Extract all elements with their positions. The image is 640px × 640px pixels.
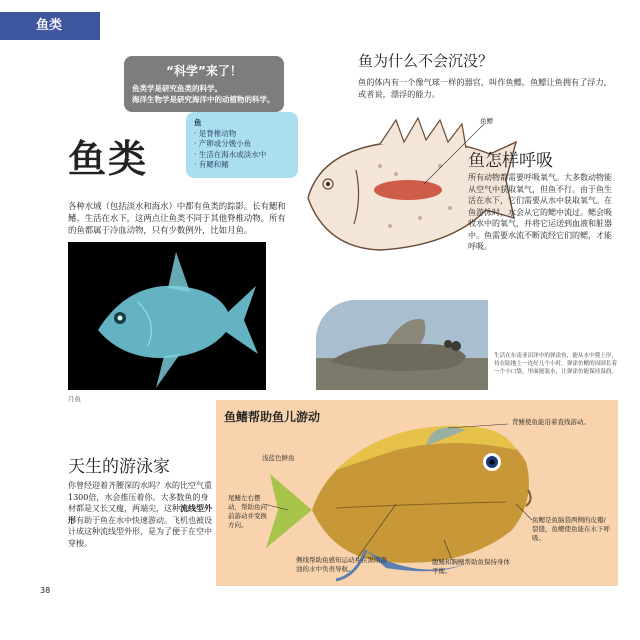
species-label: 浅蓝色鲜鱼	[262, 454, 295, 462]
fish-fact-item: · 生活在海水或淡水中	[194, 149, 267, 159]
page-number: 38	[40, 586, 51, 595]
streamlined-term: 流线型外形	[68, 503, 212, 525]
swimmer-heading: 天生的游泳家	[68, 457, 170, 477]
swimmer-text-part: 你曾经迎着齐腰深的水吗？水的比空气重1300倍，水会推压着你。大多数鱼的身材都是又长又瘦，两端尖，这种	[68, 481, 212, 514]
science-callout-line: 海洋生物学是研究海洋中的动植物的科学。	[132, 95, 275, 104]
sink-heading: 鱼为什么不会沉没？	[358, 52, 494, 70]
fish-fact-item: · 是脊椎动物	[194, 128, 237, 138]
belly-fin-label: 腹鳍和胸鳍帮助鱼保持身体平衡。	[432, 558, 510, 575]
science-callout-line: 鱼类学是研究鱼类的科学。	[132, 84, 222, 93]
moonfish-caption: 月鱼	[68, 395, 81, 403]
lateral-line-label: 侧线帮助鱼感知运动并在黑暗混浊的水中负责导航。	[296, 556, 387, 573]
tang-fish-illustration	[216, 400, 618, 586]
page-title: 鱼类	[68, 137, 149, 181]
mudskipper-caption: 生活在东南亚沼泽中的弹涂鱼，能从水中爬上岸，待在陆地上一连好几个小时。弹涂鱼鳃的周围长着一个小口袋，里面能装水，让弹涂鱼能保持湿润。	[494, 353, 618, 375]
science-callout-title: “科学”来了！	[166, 64, 242, 78]
breathing-heading: 鱼怎样呼吸	[468, 151, 553, 171]
moonfish-photo	[68, 242, 266, 390]
fins-panel	[216, 400, 618, 586]
swimmer-text-part: 有助于鱼在水中快速游动。飞机也被设计成这种流线型外形，是为了便于在空中穿梭。	[68, 515, 212, 548]
mudskipper-photo	[316, 300, 488, 390]
fish-facts-box	[186, 112, 298, 178]
science-callout	[124, 56, 284, 112]
moonfish-illustration	[68, 242, 266, 390]
gill-label: 鱼鳃是鱼脑袋两侧的皮瓣/裂缝，鱼鳃使鱼能在水下呼吸。	[532, 516, 610, 542]
dorsal-fin-label: 背鳍使鱼能沿着直线游动。	[512, 418, 590, 426]
fish-fact-item: · 产卵或分娩小鱼	[194, 139, 252, 148]
fins-heading: 鱼鳍帮助鱼儿游动	[224, 410, 321, 424]
swim-bladder-label: 鱼鳔	[480, 117, 493, 125]
fish-fact-item: · 有鳃和鳍	[194, 160, 229, 169]
fish-facts-title: 鱼	[194, 118, 202, 127]
sink-paragraph: 鱼的体内有一个像气球一样的器官，叫作鱼鳔。鱼鳔让鱼拥有了浮力，或者说，漂浮的能力。	[358, 77, 612, 99]
tail-fin-label: 尾鳍左右摆动，帮助鱼向前游动并变换方向。	[228, 494, 267, 529]
breathing-paragraph: 所有动物都需要呼吸氧气。大多数动物能从空气中获取氧气，但鱼不行。由于鱼生活在水下，它们需要从水中获取氧气。在鱼游泳时，水会从它的鳃中流过。鳃会吸收水中的氧气，并将它运送到血液和脏器中。鱼需要水流不断流经它们的鳃，才能呼吸。	[468, 173, 612, 251]
mudskipper-illustration	[316, 300, 488, 390]
swimmer-paragraph	[68, 480, 214, 550]
section-tab: 鱼类	[0, 12, 100, 40]
intro-paragraph: 各种水域（包括淡水和海水）中都有鱼类的踪影。长有鳃和鳍、生活在水下，这两点让鱼类不同于其他脊椎动物。所有的鱼都属于冷血动物，只有少数例外，比如月鱼。	[68, 201, 286, 235]
